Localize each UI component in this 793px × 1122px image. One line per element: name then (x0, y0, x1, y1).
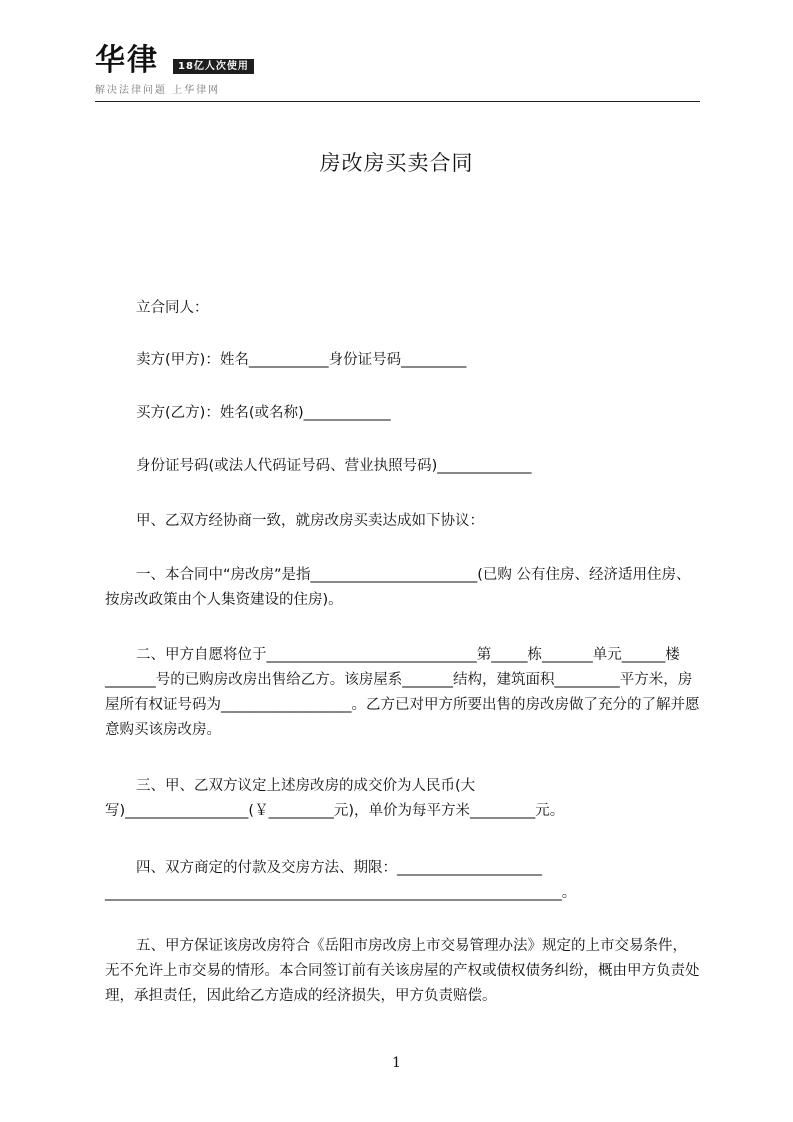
paragraph-text: 五、甲方保证该房改房符合《岳阳市房改房上市交易管理办法》规定的上市交易条件，无不允许上市交易的情形。本合同签订前有关该房屋的产权或债权债务纠纷，概由甲方负责处理，承担责任，因此给乙方造成的经济损失，甲方负责赔偿。 (105, 938, 700, 1004)
paragraph-text: 一、本合同中“房改房”是指_______________________(已购 公有住房、经济适用住房、按房改政策由个人集资建设的住房)。 (105, 567, 691, 608)
clause-1 (105, 563, 701, 613)
brand-logo[interactable]: 华律 (95, 43, 159, 78)
paragraph-parties (105, 296, 701, 321)
usage-badge: 18亿人次使用 (173, 59, 254, 74)
paragraph-agreement-intro (105, 509, 701, 534)
paragraph-seller (105, 348, 701, 373)
document-title: 房改房买卖合同 (319, 151, 474, 175)
paragraph-text: 卖方(甲方)：姓名___________身份证号码_________ (136, 352, 467, 368)
clause-5 (105, 934, 701, 1009)
page-number: 1 (392, 1055, 401, 1071)
paragraph-buyer-id (105, 454, 701, 479)
paragraph-text: 立合同人： (136, 300, 209, 316)
clause-2 (105, 643, 701, 743)
header (95, 40, 700, 102)
brand-slogan: 解决法律问题 上华律网 (95, 85, 221, 96)
clause-3 (105, 774, 701, 824)
paragraph-text: 身份证号码(或法人代码证号码、营业执照号码)_____________ (136, 458, 532, 474)
clause-4 (105, 856, 701, 906)
paragraph-text: 三、甲、乙双方议定上述房改房的成交价为人民币(大写)_________________(￥_________元)，单价为每平方米_________元。 (105, 778, 565, 819)
paragraph-text: 甲、乙双方经协商一致，就房改房买卖达成如下协议： (136, 513, 484, 529)
paragraph-text: 买方(乙方)：姓名(或名称)____________ (136, 405, 391, 421)
paragraph-text: 四、双方商定的付款及交房方法、期限：____________________ _______________________________________________________________。 (105, 860, 577, 901)
paragraph-buyer (105, 401, 701, 426)
header-divider (95, 101, 700, 102)
paragraph-text: 二、甲方自愿将位于_____________________________第_____栋_______单元______楼_______号的已购房改房出售给乙方。该房屋系_______结构，建筑面积_________平方米，房屋所有权证号码为__________________。乙方已对甲方所要出售的房改房做了充分的了解并愿意购买该房改房。 (105, 647, 700, 738)
